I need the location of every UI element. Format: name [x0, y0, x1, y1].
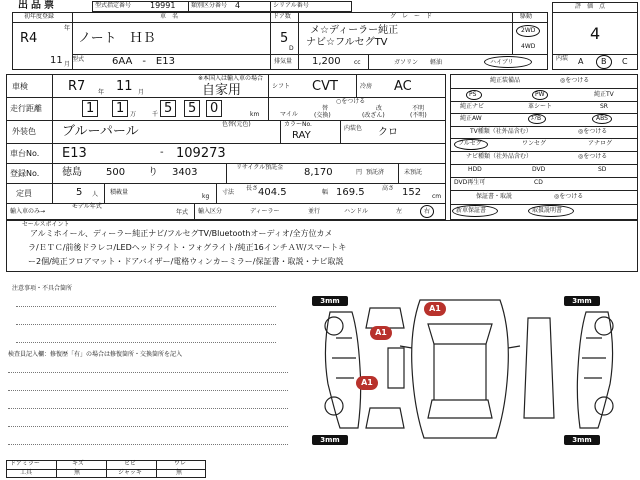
- size-unit: cm: [432, 193, 442, 200]
- inspection-year-unit: 年: [98, 89, 105, 96]
- registration-area: 徳島: [62, 167, 82, 178]
- inspection-month-unit: 月: [138, 89, 145, 96]
- warranty-certificate: 新車保証書: [456, 207, 487, 214]
- legend-value-1: 工具: [20, 469, 33, 476]
- shift-label: シフト: [272, 83, 291, 90]
- corner-label-bottom-left: 3mm: [312, 435, 348, 445]
- legend-header-1: ドアミラー: [10, 460, 40, 467]
- chassis-prefix: E13: [62, 146, 87, 161]
- car-left-panel: [388, 348, 404, 388]
- use-note: ※本国入は輸入車の場合: [198, 75, 264, 82]
- interior-b: B: [601, 57, 607, 66]
- grade-label: グ レ ー ド: [390, 13, 433, 20]
- inspector-note-label: 検査員記入欄：修復歴「有」の場合は修復箇所・交換箇所を記入: [8, 351, 183, 358]
- recycle-label: リサイクル預託金: [236, 164, 284, 171]
- equip-ps: PS: [469, 91, 477, 98]
- color-no-value: RAY: [292, 130, 311, 141]
- mileage-digit-2: 1: [116, 101, 125, 116]
- length-value: 404.5: [258, 187, 287, 198]
- import-class-label: 輸入区分: [198, 208, 223, 215]
- corner-label-top-left: 3mm: [312, 296, 348, 306]
- mileage-digit-3: 5: [164, 101, 173, 116]
- use-value: 自家用: [202, 83, 242, 98]
- handle-label: ハンドル: [344, 208, 369, 215]
- interior-color-value: クロ: [378, 127, 398, 138]
- sales-point-line-1: アルミホイール、ディーラー純正ナビ/フルセグTV/Bluetoothオーディオ/全方位カメ: [30, 229, 333, 238]
- sales-point-line-2: ラ/ＥＴＣ/前後ドラレコ/LEDヘッドライト・フォグライト/純正16インチＡＷ/スマートキ: [28, 243, 347, 252]
- equip-airbag: ｴｱB: [531, 115, 542, 122]
- model-year-unit: 年式: [176, 209, 189, 216]
- displacement-unit: cc: [354, 59, 361, 66]
- interior-c: C: [622, 57, 628, 66]
- corner-label-top-right: 3mm: [564, 296, 600, 306]
- registration-number: 3403: [172, 167, 198, 178]
- ac-value: AC: [394, 79, 412, 94]
- color-no-label: カラーNo.: [284, 121, 312, 128]
- grade-line2: ナビ☆フルセグTV: [306, 37, 388, 48]
- meter-opt-altered: 改: [376, 105, 383, 112]
- doors-value: 5: [280, 31, 289, 46]
- equip-abs: ABS: [596, 115, 608, 122]
- month-unit: 月: [64, 61, 71, 68]
- mileage-digit-5: 0: [210, 101, 219, 116]
- tv-oneseg: ワンセグ: [522, 140, 547, 147]
- capacity-label: 定員: [16, 189, 32, 198]
- drive-label: 駆動: [520, 13, 533, 20]
- capacity-unit: 人: [92, 191, 99, 198]
- sheet-title: 出品票: [18, 0, 57, 11]
- handle-right: 右: [424, 208, 431, 215]
- interior-a: A: [578, 57, 584, 66]
- equip-leather: 革シート: [528, 103, 553, 110]
- car-rear-view: [366, 408, 404, 428]
- first-reg-month: 11: [50, 55, 63, 66]
- notes-label: 注意事項・不具合箇所: [12, 285, 73, 292]
- doors-label: ドア数: [273, 13, 291, 20]
- first-reg-era: R4: [20, 31, 38, 46]
- rear-window: [428, 400, 492, 418]
- equip-navi: 純正ナビ: [460, 103, 485, 110]
- tv-note: ◎をつける: [578, 128, 608, 135]
- recycle-unpaid: 未預託: [404, 169, 423, 176]
- load-label: 積載量: [110, 189, 129, 196]
- category-value: 4: [235, 1, 241, 10]
- drive-2wd: 2WD: [521, 27, 536, 34]
- fuel-diesel: 軽油: [430, 59, 443, 66]
- legend-header-4: ワレ: [174, 460, 187, 467]
- category-label: 類別区分番号: [191, 2, 228, 9]
- chassis-number: 109273: [176, 146, 226, 161]
- legend-header-3: ヒビ: [124, 460, 137, 467]
- capacity-value: 5: [76, 187, 83, 198]
- model-value: 6AA - E13: [112, 56, 175, 67]
- sales-point-line-3: ー2個/純正フロアマット・ドアバイザー/電格ウィンカーミラー/保証書・取説・ナビ取説: [28, 257, 344, 266]
- import-dealer: ディーラー: [250, 208, 280, 215]
- navi-hdd: HDD: [468, 166, 482, 173]
- registration-kana: り: [148, 167, 158, 178]
- navi-header: ナビ種類（社外品含む）: [466, 153, 533, 160]
- equip-sr: SR: [600, 103, 608, 110]
- model-code-label: 型式指定番号: [95, 2, 132, 9]
- warranty-note: ◎をつける: [554, 193, 584, 200]
- equip-aw: 純正AW: [460, 115, 482, 122]
- ac-label: 冷房: [360, 83, 373, 90]
- import-parallel: 並行: [308, 208, 321, 215]
- drive-4wd: 4WD: [521, 43, 536, 50]
- legend-value-3: ジャッキ: [118, 469, 142, 476]
- sales-points-label: セールスポイント: [22, 221, 70, 228]
- car-top-outline: [412, 300, 509, 438]
- first-reg-label: 初年度登録: [24, 13, 55, 20]
- score-value: 4: [590, 24, 601, 43]
- mileage-unit-sen: 千: [152, 111, 159, 118]
- meter-opt-replaced: 替: [322, 105, 329, 112]
- equip-pw: PW: [535, 91, 545, 98]
- car-damage-diagram: [300, 288, 638, 448]
- meter-sub-unknown: (不明): [410, 112, 427, 119]
- height-label: 高さ: [382, 185, 395, 192]
- legend-value-2: 無: [74, 469, 81, 476]
- serial-label: シリアル番号: [273, 2, 309, 9]
- damage-mark-2: A1: [370, 326, 392, 340]
- car-right-panel: [524, 318, 554, 418]
- legend-value-4: 無: [176, 469, 183, 476]
- doors-unit: D: [289, 45, 294, 52]
- width-label: 幅: [322, 189, 329, 196]
- car-left-side-outline: [325, 312, 360, 428]
- navi-cd: CD: [534, 179, 543, 186]
- equipment-note: ◎をつける: [560, 77, 590, 84]
- model-year-label: モデル年式: [72, 203, 102, 210]
- warranty-manual: 取扱説明書: [532, 207, 563, 214]
- displacement-value: 1,200: [312, 56, 341, 67]
- fuel-hybrid: ハイブリ: [490, 59, 514, 66]
- interior-color-label: 内装色: [344, 125, 363, 132]
- load-unit: kg: [202, 193, 210, 200]
- length-label: 長さ: [246, 185, 259, 192]
- model-code-value: 19991: [150, 1, 176, 10]
- recycle-unit: 円: [356, 169, 363, 176]
- inspection-label: 車検: [12, 82, 28, 91]
- model-label: 型式: [72, 56, 85, 63]
- legend-header-2: キズ: [72, 460, 84, 467]
- meter-mile-label: マイル: [280, 111, 298, 118]
- car-front-view: [366, 308, 404, 328]
- meter-note: ○をつける: [336, 98, 366, 105]
- navi-note: ◎をつける: [578, 153, 608, 160]
- recycle-status: 預託済: [366, 169, 385, 176]
- size-label: 寸法: [222, 189, 235, 196]
- equip-tv: 純正TV: [594, 91, 614, 98]
- corner-label-bottom-right: 3mm: [564, 435, 600, 445]
- meter-sub-replaced: (交換): [314, 112, 331, 119]
- damage-mark-3: A1: [356, 376, 378, 390]
- grade-line1: メ☆ディーラー純正: [310, 25, 399, 36]
- car-name-label: 車 名: [160, 13, 179, 20]
- inspection-era: R7: [68, 79, 86, 94]
- navi-dvd: DVD: [532, 166, 546, 173]
- displacement-label: 排気量: [274, 58, 293, 65]
- car-right-side-outline: [577, 312, 612, 428]
- damage-mark-1: A1: [424, 302, 446, 316]
- fuel-gasoline: ガソリン: [394, 59, 419, 66]
- navi-sd: SD: [598, 166, 607, 173]
- color-label: 外装色: [12, 127, 36, 136]
- registration-class: 500: [106, 167, 126, 178]
- meter-sub-altered: (改ざん): [362, 112, 385, 119]
- tv-header: TV種類（社外品含む）: [470, 128, 532, 135]
- color-value: ブルーパール: [62, 124, 139, 139]
- mileage-label: 走行距離: [10, 104, 42, 113]
- year-unit: 年: [64, 25, 71, 32]
- shift-value: CVT: [312, 79, 338, 94]
- warranty-header: 保証書・取説: [476, 193, 513, 200]
- mileage-digit-1: 1: [86, 101, 95, 116]
- score-label: 評 価 点: [575, 3, 606, 10]
- height-value: 152: [402, 187, 422, 198]
- chassis-label: 車台No.: [10, 149, 40, 158]
- equipment-header: 純正装備品: [490, 77, 521, 84]
- inspection-month: 11: [116, 79, 133, 94]
- body-color-note: 色替(元色): [222, 121, 251, 128]
- import-label: 輸入車のみ→: [10, 208, 46, 215]
- handle-left: 左: [396, 208, 403, 215]
- interior-label: 内装: [556, 55, 569, 62]
- windshield: [428, 324, 492, 344]
- width-value: 169.5: [336, 187, 365, 198]
- mileage-unit-man: 万: [130, 111, 137, 118]
- mileage-digit-4: 5: [188, 101, 197, 116]
- recycle-amount: 8,170: [304, 167, 333, 178]
- car-name-value: ノート ＨＢ: [78, 31, 156, 46]
- registration-label: 登録No.: [10, 169, 40, 178]
- tv-analog: アナログ: [588, 140, 613, 147]
- navi-dvd-play: DVD再生可: [454, 179, 486, 186]
- tv-fullseg: フルセグ: [458, 140, 482, 147]
- mileage-unit-km: km: [250, 111, 260, 118]
- meter-opt-unknown: 不明: [412, 105, 425, 112]
